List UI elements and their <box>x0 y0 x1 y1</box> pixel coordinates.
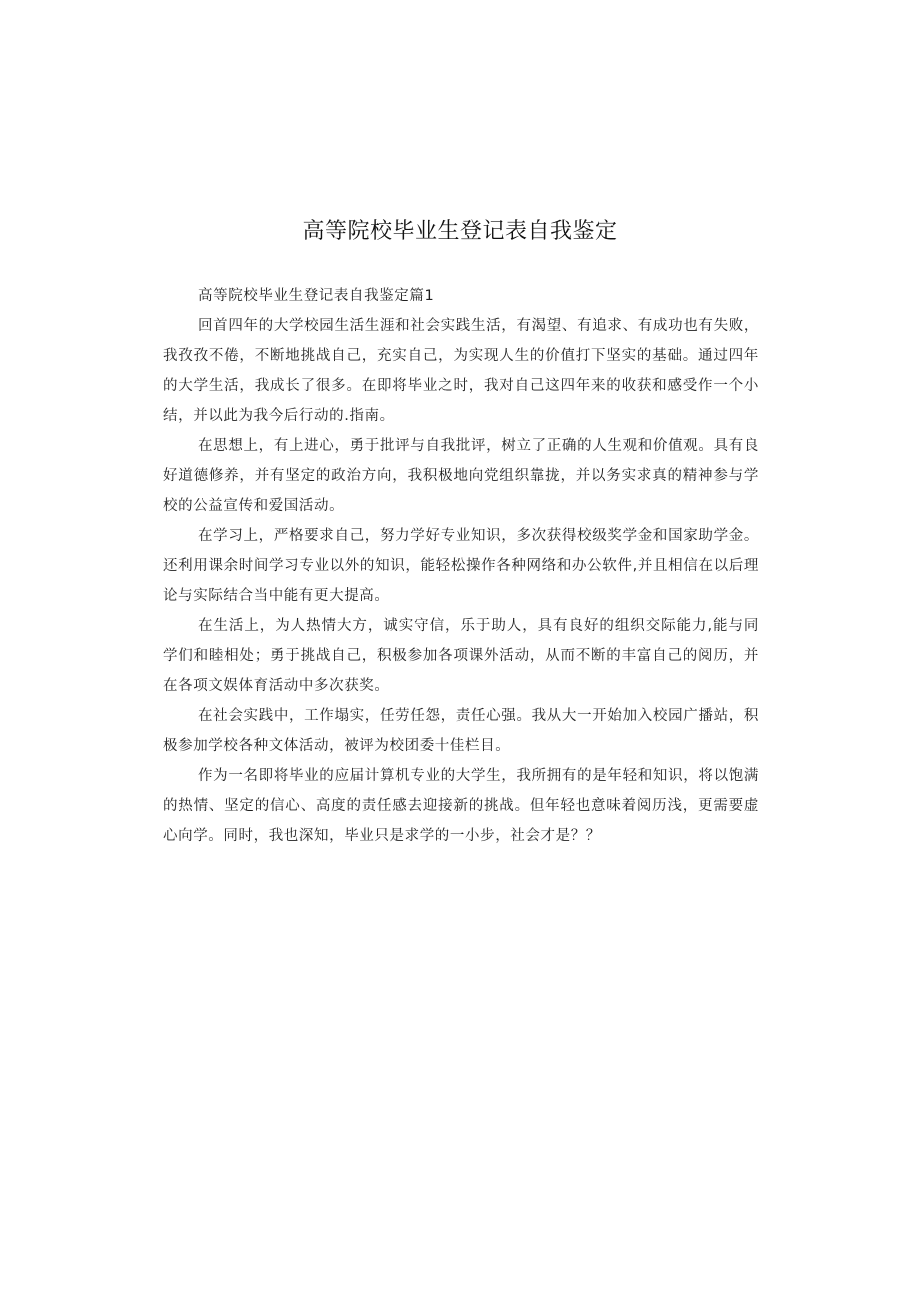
document-title: 高等院校毕业生登记表自我鉴定 <box>302 219 618 244</box>
paragraph-intro: 回首四年的大学校园生活生涯和社会实践生活，有渴望、有追求、有成功也有失败，我孜孜不倦，不断地挑战自己，充实自己，为实现人生的价值打下坚实的基础。通过四年的大学生活，我成长了很多。在即将毕业之时，我对自己这四年来的收获和感受作一个小结，并以此为我今后行动的.指南。 <box>163 318 759 424</box>
section-heading: 高等院校毕业生登记表自我鉴定篇1 <box>198 288 435 304</box>
paragraph-practice: 在社会实践中，工作塌实，任劳任怨，责任心强。我从大一开始加入校园广播站，积极参加学校各种文体活动，被评为校团委十佳栏目。 <box>163 708 759 754</box>
paragraph-conclusion: 作为一名即将毕业的应届计算机专业的大学生，我所拥有的是年轻和知识，将以饱满的热情、坚定的信心、高度的责任感去迎接新的挑战。但年轻也意味着阅历浅，更需要虚心向学。同时，我也深知，毕业只是求学的一小步，社会才是？？ <box>163 768 759 844</box>
document-body <box>163 281 759 851</box>
paragraph-life: 在生活上，为人热情大方，诚实守信，乐于助人，具有良好的组织交际能力,能与同学们和睦相处；勇于挑战自己，积极参加各项课外活动，从而不断的丰富自己的阅历，并在各项文娱体育活动中多次获奖。 <box>163 618 759 694</box>
paragraph-ideology: 在思想上，有上进心，勇于批评与自我批评，树立了正确的人生观和价值观。具有良好道德修养，并有坚定的政治方向，我积极地向党组织靠拢，并以务实求真的精神参与学校的公益宣传和爱国活动。 <box>163 438 759 514</box>
paragraph-study: 在学习上，严格要求自己，努力学好专业知识，多次获得校级奖学金和国家助学金。还利用课余时间学习专业以外的知识，能轻松操作各种网络和办公软件,并且相信在以后理论与实际结合当中能有更大提高。 <box>163 528 759 604</box>
